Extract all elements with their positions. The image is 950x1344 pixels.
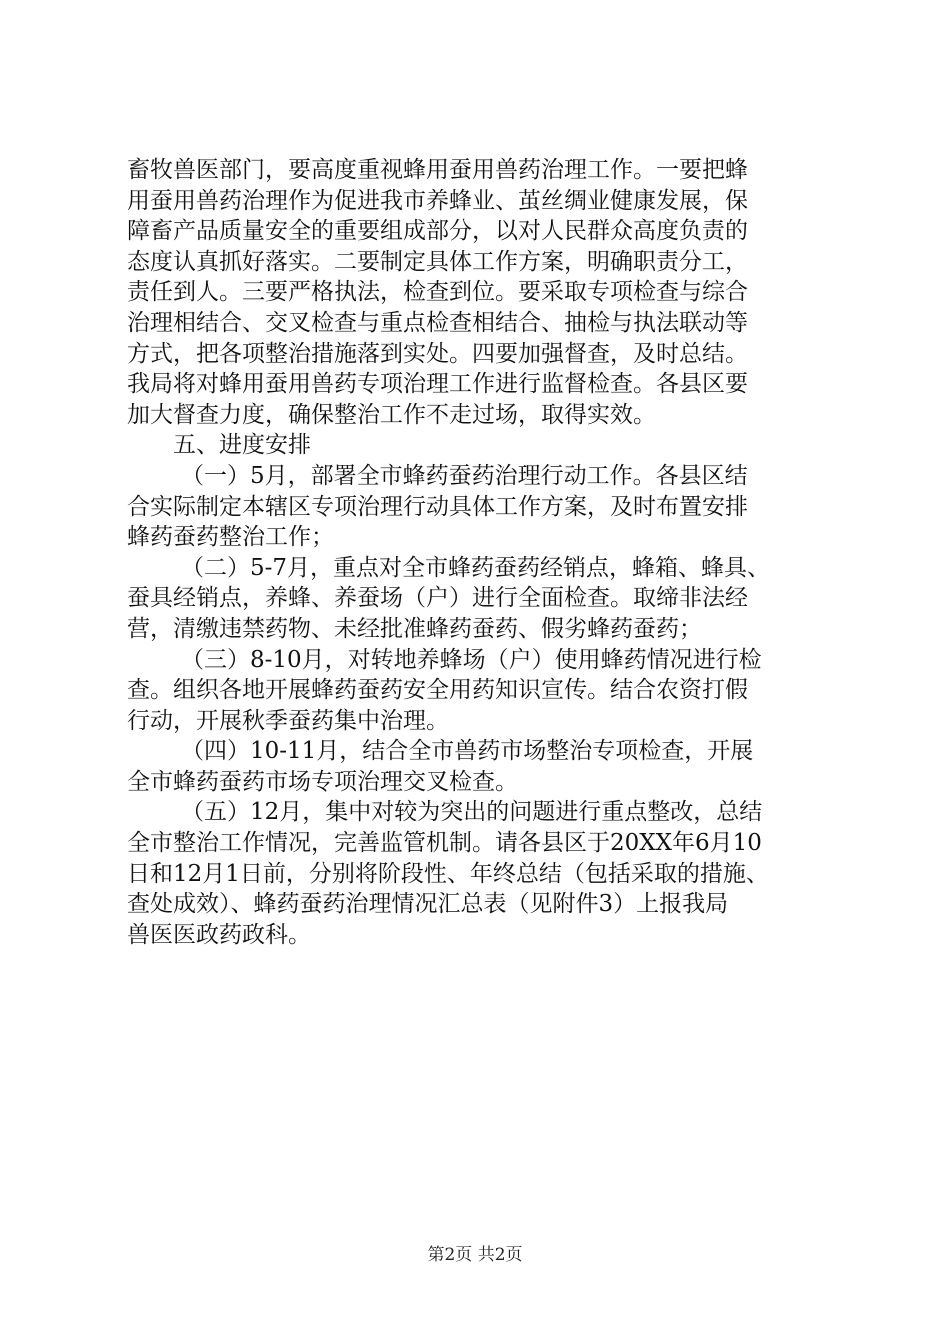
text-line: 态度认真抓好落实。二要制定具体工作方案，明确职责分工， (127, 248, 748, 275)
document-body (127, 155, 837, 950)
page-number-footer: 第2页 共2页 (427, 1245, 523, 1265)
text-line: 畜牧兽医部门，要高度重视蜂用蚕用兽药治理工作。一要把蜂 (127, 157, 748, 183)
text-line: （二）5-7月，重点对全市蜂药蚕药经销点，蜂箱、蜂具、 (181, 554, 771, 581)
text-line: 日和12月1日前，分别将阶段性、年终总结（包括采取的措施、 (127, 860, 769, 887)
section-heading (127, 430, 837, 461)
text-line: （四）10-11月，结合全市兽药市场整治专项检查，开展 (181, 738, 754, 765)
text-line: 合实际制定本辖区专项治理行动具体工作方案，及时布置安排 (127, 493, 748, 520)
schedule-item-3 (127, 645, 837, 737)
paragraph-intro (127, 155, 837, 430)
text-line: 营，清缴违禁药物、未经批准蜂药蚕药、假劣蜂药蚕药； (127, 615, 702, 642)
text-line: 治理相结合、交叉检查与重点检查相结合、抽检与执法联动等 (127, 309, 748, 336)
text-line: 行动，开展秋季蚕药集中治理。 (127, 707, 449, 734)
text-line: 查处成效）、蜂药蚕药治理情况汇总表（见附件3）上报我局 (127, 891, 729, 918)
schedule-item-4 (127, 736, 837, 797)
schedule-item-5 (127, 797, 837, 950)
text-line: 用蚕用兽药治理作为促进我市养蜂业、茧丝绸业健康发展，保 (127, 187, 748, 214)
text-line: 全市整治工作情况，完善监管机制。请各县区于20XX年6月10 (127, 830, 762, 857)
text-line: 兽医医政药政科。 (127, 921, 311, 948)
text-line: （三）8-10月，对转地养蜂场（户）使用蜂药情况进行检 (181, 646, 762, 673)
schedule-item-1 (127, 461, 837, 553)
text-line: 加大督查力度，确保整治工作不走过场，取得实效。 (127, 401, 656, 428)
text-line: 责任到人。三要严格执法，检查到位。要采取专项检查与综合 (127, 279, 748, 306)
text-line: 全市蜂药蚕药市场专项治理交叉检查。 (127, 768, 518, 795)
text-line: （五）12月，集中对较为突出的问题进行重点整改，总结 (181, 799, 763, 826)
section-heading-text: 五、进度安排 (173, 432, 311, 459)
schedule-item-2 (127, 553, 837, 645)
text-line: 我局将对蜂用蚕用兽药专项治理工作进行监督检查。各县区要 (127, 371, 748, 398)
text-line: 查。组织各地开展蜂药蚕药安全用药知识宣传。结合农资打假 (127, 677, 748, 704)
text-line: （一）5月，部署全市蜂药蚕药治理行动工作。各县区结 (181, 462, 748, 489)
text-line: 蜂药蚕药整治工作； (127, 524, 334, 551)
text-line: 方式，把各项整治措施落到实处。四要加强督查，及时总结。 (127, 340, 748, 367)
text-line: 障畜产品质量安全的重要组成部分，以对人民群众高度负责的 (127, 218, 748, 245)
text-line: 蚕具经销点，养蜂、养蚕场（户）进行全面检查。取缔非法经 (127, 585, 748, 612)
